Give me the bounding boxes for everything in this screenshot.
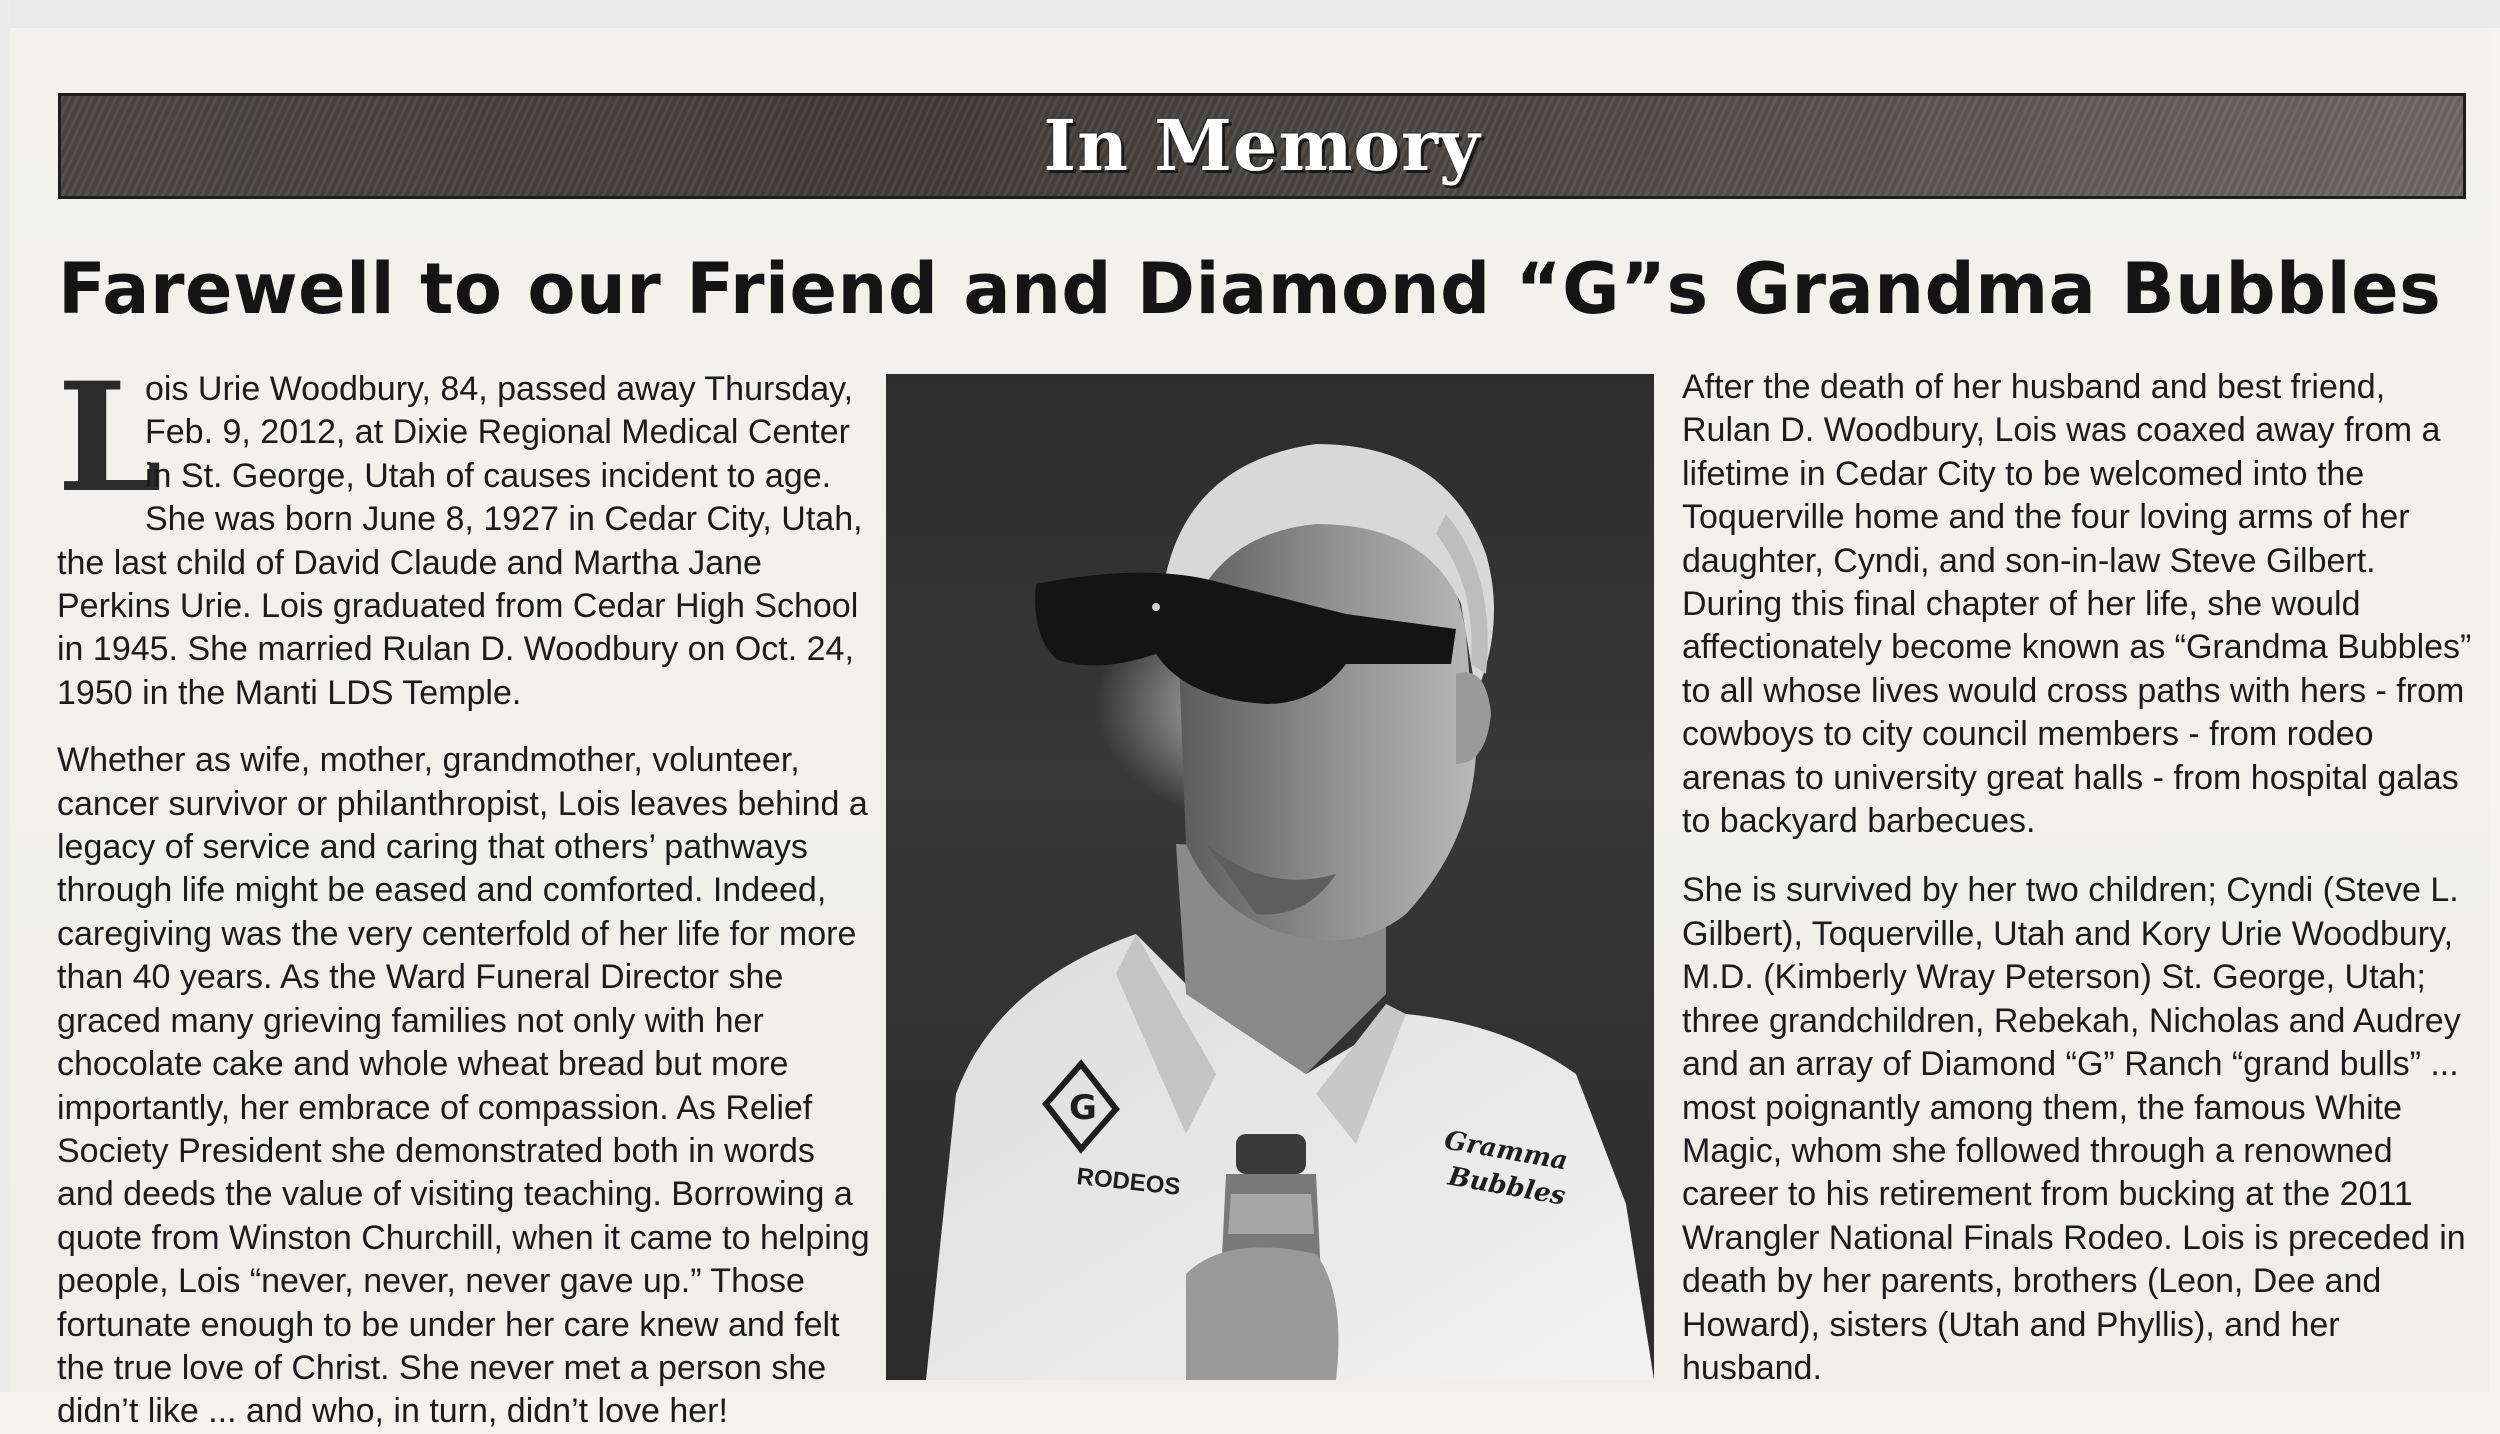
logo-letter: G (1069, 1088, 1097, 1128)
article-headline: Farewell to our Friend and Diamond “G”s Grandma Bubbles (58, 248, 2442, 330)
name-line-2: Bubbles (1445, 1161, 1568, 1212)
portrait-illustration (886, 374, 1654, 1380)
paragraph-4: She is survived by her two children; Cyndi (Steve L. Gilbert), Toquerville, Utah and Kory Urie Woodbury, M.D. (Kimberly Wray Peterson) St. George, Utah; three grandchildren, Rebekah, Nicholas and Audrey and an array of Diamond “G” Ranch “grand bulls” ... most poignantly among them, the famous White Magic, whom she followed through a renowned career to his retirement from bucking at the 2011 Wrangler National Finals Rodeo. Lois is preceded in death by her parents, brothers (Leon, Dee and Howard), sisters (Utah and Phyllis), and her husband. (1682, 871, 2466, 1387)
paragraph-1-text: ois Urie Woodbury, 84, passed away Thursday, Feb. 9, 2012, at Dixie Regional Medical Center in St. George, Utah of causes incident to age. She was born June 8, 1927 in Cedar City, Utah, the last child of David Claude and Martha Jane Perkins Urie. Lois graduated from Cedar High School in 1945. She married Rulan D. Woodbury on Oct. 24, 1950 in the Manti LDS Temple. (57, 370, 863, 712)
article-column-right (1682, 366, 2480, 1390)
scan-margin-left (0, 0, 10, 1392)
portrait-photo (886, 374, 1654, 1380)
paragraph-1 (57, 350, 875, 715)
paragraph-3: After the death of her husband and best friend, Rulan D. Woodbury, Lois was coaxed away from a lifetime in Cedar City to be welcomed into the Toquerville home and the four loving arms of her daughter, Cyndi, and son-in-law Steve Gilbert. During this final chapter of her life, she would affectionately become known as “Grandma Bubbles” to all whose lives would cross paths with hers - from cowboys to city council members - from rodeo arenas to university great halls - from hospital galas to backyard barbecues. (1682, 368, 2472, 841)
name-line-1: Gramma (1442, 1125, 1570, 1177)
scan-margin-top (0, 0, 2500, 28)
banner-title: In Memory (1043, 104, 1481, 187)
drop-cap: L (57, 350, 163, 526)
paragraph-2: Whether as wife, mother, grandmother, volunteer, cancer survivor or philanthropist, Lois leaves behind a legacy of service and caring that others’ pathways through life might be eased and comforted. Indeed, caregiving was the very centerfold of her life for more than 40 years. As the Ward Funeral Director she graced many grieving families not only with her chocolate cake and whole wheat bread but more importantly, her embrace of compassion. As Relief Society President she demonstrated both in words and deeds the value of visiting teaching. Borrowing a quote from Winston Churchill, when it came to helping people, Lois “never, never, never gave up.” Those fortunate enough to be under her care knew and felt the true love of Christ. She never met a person she didn’t like ... and who, in turn, didn’t love her! (57, 741, 870, 1431)
hand (1186, 1247, 1339, 1380)
article-column-left (57, 350, 875, 1434)
logo-text: RODEOS (1075, 1163, 1182, 1201)
section-banner (58, 93, 2466, 199)
